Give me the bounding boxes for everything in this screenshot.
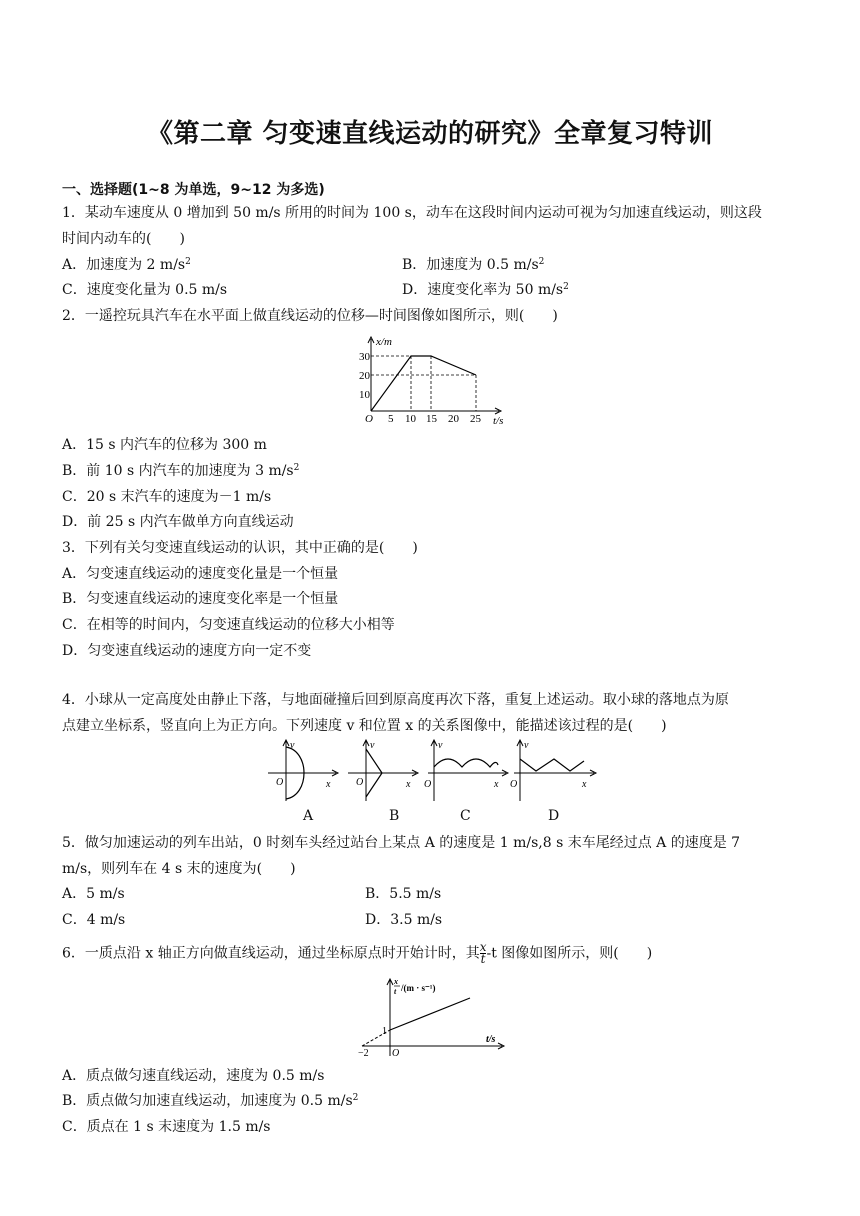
svg-text:−2: −2 [358, 1048, 369, 1059]
q2-option-b: B．前 10 s 内汽车的加速度为 3 $m/s^2$ [62, 463, 300, 479]
q1-option-c: C．速度变化量为 0.5 m/s [62, 282, 228, 298]
svg-text:x: x [326, 779, 331, 790]
q2-ytick-10: 10 [359, 389, 370, 401]
q1-option-b: B．加速度为 0.5 $m/s^2$ [402, 257, 545, 273]
q2-option-a: A．15 s 内汽车的位移为 300 m [62, 437, 267, 453]
q3-option-c: C．在相等的时间内，匀变速直线运动的位移大小相等 [62, 617, 395, 633]
q2-xlabel: t/s [493, 415, 504, 427]
q6-line [390, 998, 470, 1030]
svg-text:v: v [370, 740, 375, 751]
q2-xtick-10: 10 [405, 413, 416, 425]
q6-fraction-x-over-t: $\frac{x}{t}$ [479, 940, 487, 966]
q4-graph-c [420, 737, 510, 805]
q3-option-b: B．匀变速直线运动的速度变化率是一个恒量 [62, 591, 339, 607]
svg-text:O: O [276, 777, 284, 788]
q3-option-a: A．匀变速直线运动的速度变化量是一个恒量 [62, 566, 339, 582]
q4-label-b: B [389, 808, 400, 824]
q4-label-a: A [303, 808, 314, 824]
q5-option-a: A．5 m/s [62, 886, 125, 902]
q4-stem-line1: 4．小球从一定高度处由静止下落，与地面碰撞后回到原高度再次下落，重复上述运动。取小球的落地点为原 [62, 692, 729, 708]
q2-option-d: D．前 25 s 内汽车做单方向直线运动 [62, 514, 294, 530]
svg-text:v: v [438, 740, 443, 751]
q6-option-b: B．质点做匀加速直线运动，加速度为 0.5 $m/s^2$ [62, 1093, 359, 1109]
q1-stem-line2: 时间内动车的( ) [62, 231, 185, 247]
q4-graph-d [508, 737, 598, 805]
q5-stem-line1: 5．做匀加速运动的列车出站，0 时刻车头经过站台上某点 A 的速度是 1 m/s,8 s 末车尾经过点 A 的速度是 7 [62, 835, 741, 851]
q1-option-a: A．加速度为 2 $m/s^2$ [62, 257, 191, 273]
svg-text:x: x [406, 779, 411, 790]
q5-option-c: C．4 m/s [62, 912, 126, 928]
svg-text:O: O [510, 779, 518, 790]
q2-stem: 2．一遥控玩具汽车在水平面上做直线运动的位移—时间图像如图所示，则( ) [62, 308, 558, 324]
section-heading: 一、选择题(1~8 为单选，9~12 为多选) [62, 182, 325, 198]
q4-stem-line2: 点建立坐标系，竖直向上为正方向。下列速度 v 和位置 x 的关系图像中，能描述该过程的是( ) [62, 718, 667, 734]
svg-text:O: O [424, 779, 432, 790]
svg-text:x: x [494, 779, 499, 790]
svg-text:x: x [582, 779, 587, 790]
svg-text:v: v [524, 740, 529, 751]
q5-option-d: D．3.5 m/s [365, 912, 443, 928]
q4-label-c: C [460, 808, 471, 824]
q4-graph-b [344, 737, 420, 805]
q2-xtick-5: 5 [388, 413, 394, 425]
q2-ytick-30: 30 [359, 351, 370, 363]
svg-text:x: x [394, 977, 398, 986]
q2-ytick-20: 20 [359, 370, 370, 382]
svg-text:t: t [394, 987, 397, 996]
q1-option-d: D．速度变化率为 50 $m/s^2$ [402, 282, 569, 298]
q2-guides [371, 356, 476, 411]
q5-option-b: B．5.5 m/s [365, 886, 442, 902]
q4c-curve [434, 759, 498, 767]
q6-xt-over-t-graph [352, 972, 512, 1062]
q5-stem-line2: m/s，则列车在 4 s 末的速度为( ) [62, 861, 296, 877]
q3-stem: 3．下列有关匀变速直线运动的认识，其中正确的是( ) [62, 540, 418, 556]
q4-label-d: D [548, 808, 560, 824]
q2-option-c: C．20 s 末汽车的速度为－1 m/s [62, 489, 272, 505]
q2-xt-graph [345, 333, 515, 428]
q2-xtick-15: 15 [426, 413, 437, 425]
q6-option-a: A．质点做匀速直线运动，速度为 0.5 m/s [62, 1068, 325, 1084]
q3-option-d: D．匀变速直线运动的速度方向一定不变 [62, 643, 312, 659]
q4-graph-a [264, 737, 340, 805]
svg-text:1: 1 [382, 1026, 387, 1037]
svg-text:O: O [356, 777, 364, 788]
q2-xtick-25: 25 [470, 413, 481, 425]
q6-option-c: C．质点在 1 s 末速度为 1.5 m/s [62, 1119, 271, 1135]
q1-stem-line1: 1．某动车速度从 0 增加到 50 m/s 所用的时间为 100 s，动车在这段时间内运动可视为匀加速直线运动，则这段 [62, 205, 762, 221]
q4d-curve [520, 759, 584, 771]
q2-ylabel: x/m [376, 336, 392, 348]
q2-xtick-20: 20 [448, 413, 459, 425]
page-title: 《第二章 匀变速直线运动的研究》全章复习特训 [146, 119, 714, 149]
q2-xt-line [371, 356, 476, 411]
q2-origin: O [365, 413, 373, 425]
svg-text:/(m · s⁻¹): /(m · s⁻¹) [401, 983, 436, 993]
svg-text:O: O [392, 1048, 400, 1059]
q6-stem: 6．一质点沿 x 轴正方向做直线运动，通过坐标原点时开始计时，其 $\frac{x}{t}$ -t 图像如图所示，则( ) [62, 940, 653, 966]
svg-text:v: v [290, 740, 295, 751]
svg-text:t/s: t/s [486, 1034, 496, 1045]
